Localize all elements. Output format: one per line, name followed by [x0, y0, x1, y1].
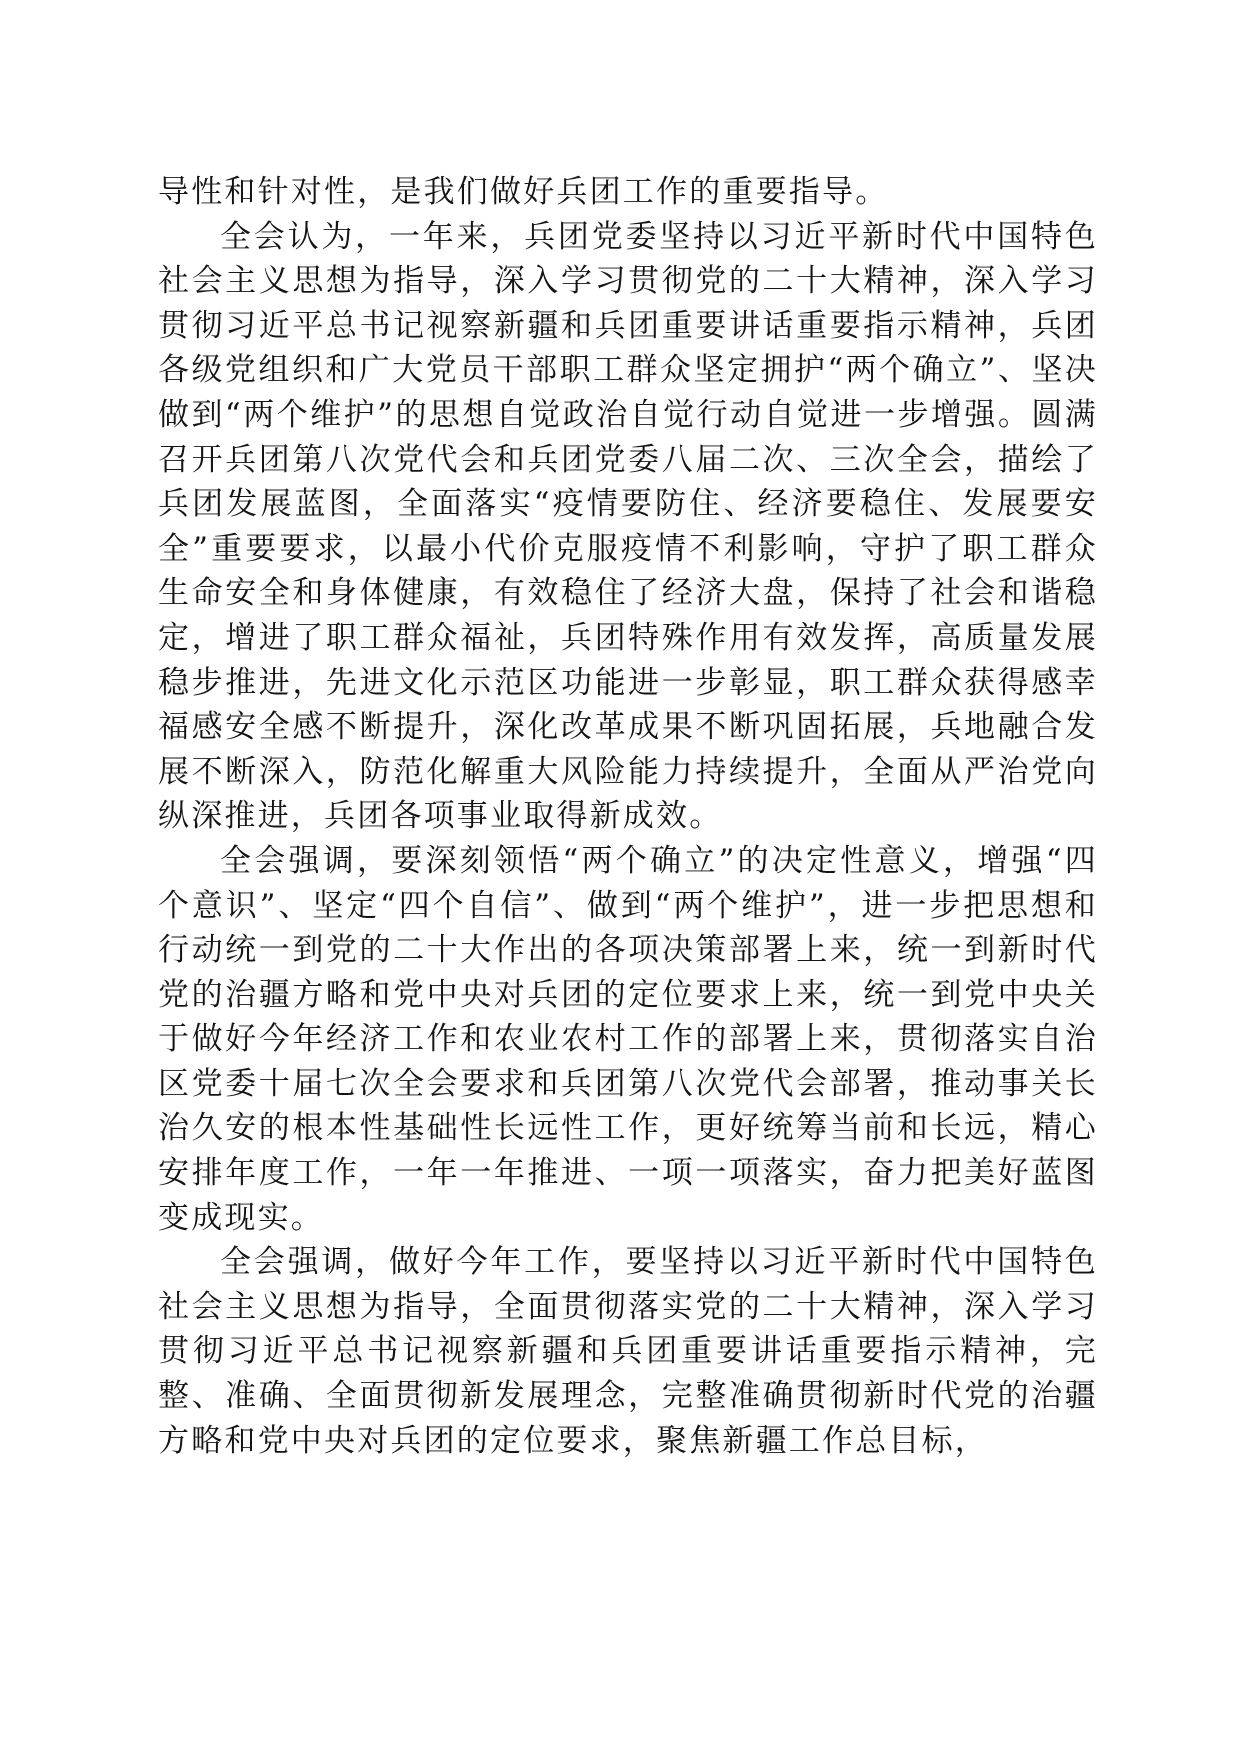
paragraph-plenary-emphasis-2: 全会强调，做好今年工作，要坚持以习近平新时代中国特色社会主义思想为指导，全面贯彻落实党的二十大精神，深入学习贯彻习近平总书记视察新疆和兵团重要讲话重要指示精神，完整、准确、全面贯彻新发展理念，完整准确贯彻新时代党的治疆方略和党中央对兵团的定位要求，聚焦新疆工作总目标， — [158, 1244, 1098, 1459]
paragraph-plenary-emphasis-1: 全会强调，要深刻领悟“两个确立”的决定性意义，增强“四个意识”、坚定“四个自信”、做到“两个维护”，进一步把思想和行动统一到党的二十大作出的各项决策部署上来，统一到新时代党的治疆方略和党中央对兵团的定位要求上来，统一到党中央关于做好今年经济工作和农业农村工作的部署上来，贯彻落实自治区党委十届七次全会要求和兵团第八次党代会部署，推动事关长治久安的根本性基础性长远性工作，更好统筹当前和长远，精心安排年度工作，一年一年推进、一项一项落实，奋力把美好蓝图变成现实。 — [158, 842, 1098, 1236]
paragraph-continuation: 导性和针对性，是我们做好兵团工作的重要指导。 — [158, 174, 889, 210]
paragraph-plenary-review: 全会认为，一年来，兵团党委坚持以习近平新时代中国特色社会主义思想为指导，深入学习贯彻党的二十大精神，深入学习贯彻习近平总书记视察新疆和兵团重要讲话重要指示精神，兵团各级党组织和广大党员干部职工群众坚定拥护“两个确立”、坚决做到“两个维护”的思想自觉政治自觉行动自觉进一步增强。圆满召开兵团第八次党代会和兵团党委八届二次、三次全会，描绘了兵团发展蓝图，全面落实“疫情要防住、经济要稳住、发展要安全”重要要求，以最小代价克服疫情不利影响，守护了职工群众生命安全和身体健康，有效稳住了经济大盘，保持了社会和谐稳定，增进了职工群众福祉，兵团特殊作用有效发挥，高质量发展稳步推进，先进文化示范区功能进一步彰显，职工群众获得感幸福感安全感不断提升，深化改革成果不断巩固拓展，兵地融合发展不断深入，防范化解重大风险能力持续提升，全面从严治党向纵深推进，兵团各项事业取得新成效。 — [158, 218, 1098, 835]
document-body — [158, 170, 1098, 1463]
